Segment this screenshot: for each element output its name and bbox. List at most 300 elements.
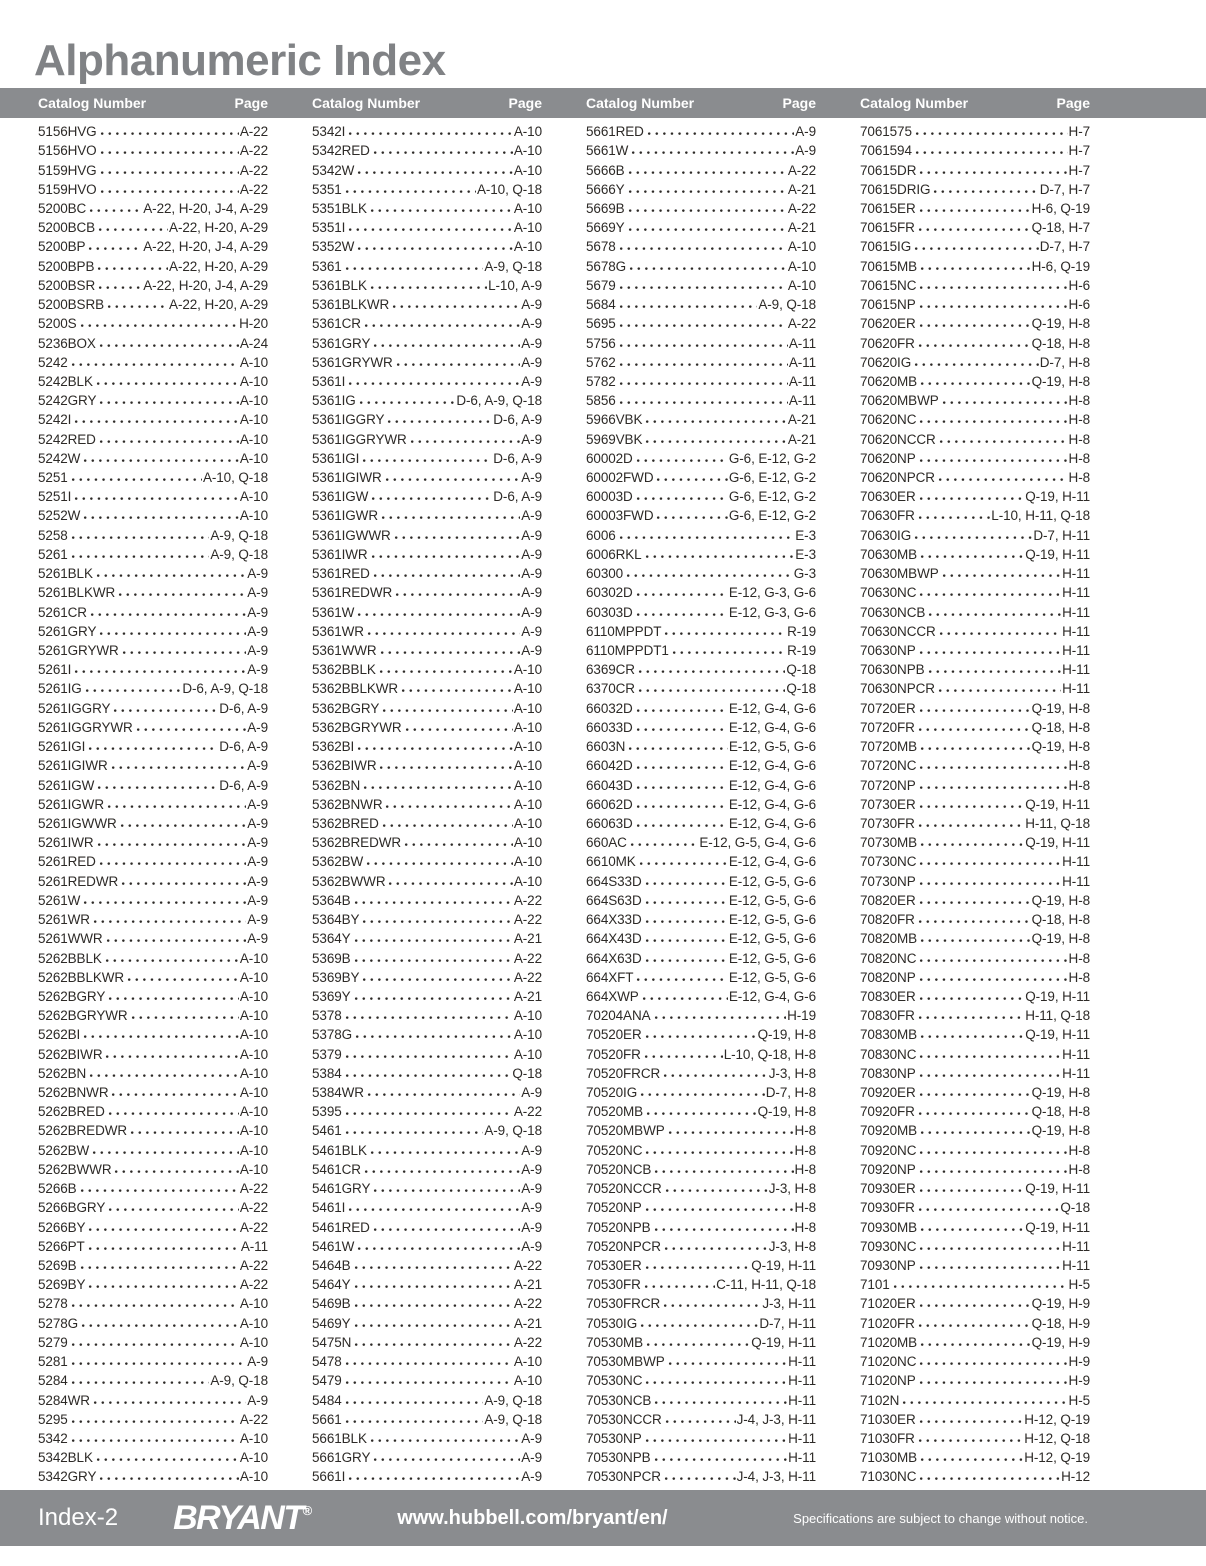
catalog-number: 5661GRY	[312, 1450, 371, 1466]
catalog-number: 70520IG	[586, 1085, 638, 1101]
dot-leader	[918, 1432, 1023, 1445]
index-row	[38, 833, 268, 852]
dot-leader	[118, 586, 246, 599]
catalog-number: 70820NC	[860, 950, 917, 966]
dot-leader	[130, 1124, 239, 1137]
index-row	[860, 679, 1090, 698]
catalog-number: 70730FR	[860, 815, 915, 831]
index-row	[586, 237, 816, 256]
page-refs: A-9	[247, 912, 268, 928]
catalog-number: 71030FR	[860, 1430, 915, 1446]
page-refs: A-10	[513, 662, 542, 678]
index-row	[312, 122, 542, 141]
page-refs: A-10	[239, 988, 268, 1004]
page-refs: G-6, E-12, G-2	[728, 489, 816, 505]
page-refs: Q-19, H-8	[1031, 1123, 1090, 1139]
page-refs: H-11	[1062, 623, 1090, 639]
dot-leader	[920, 375, 1031, 388]
dot-leader	[345, 1355, 513, 1368]
dot-leader	[654, 1394, 787, 1407]
catalog-number: 70620ER	[860, 316, 916, 332]
catalog-number-header: Catalog Number	[586, 95, 695, 111]
page-refs: A-9	[521, 508, 542, 524]
dot-leader	[364, 1163, 520, 1176]
dot-leader	[357, 164, 513, 177]
catalog-number: 70615ER	[860, 200, 916, 216]
dot-leader	[919, 1413, 1024, 1426]
dot-leader	[373, 1221, 520, 1234]
dot-leader	[345, 260, 484, 273]
index-row	[586, 987, 816, 1006]
index-row	[586, 199, 816, 218]
index-row	[312, 199, 542, 218]
index-row	[860, 795, 1090, 814]
index-row	[38, 910, 268, 929]
page-refs: A-9	[247, 566, 268, 582]
dot-leader	[354, 1297, 513, 1310]
dot-leader	[97, 836, 247, 849]
page-refs: D-7, H-7	[1039, 181, 1090, 197]
catalog-number: 5269BY	[38, 1277, 86, 1293]
index-row	[860, 602, 1090, 621]
catalog-number: 5361IGWR	[312, 508, 378, 524]
index-row	[38, 1064, 268, 1083]
index-row	[860, 564, 1090, 583]
catalog-number: 70930NP	[860, 1258, 916, 1274]
index-row	[586, 1160, 816, 1179]
dot-leader	[918, 337, 1031, 350]
index-row	[860, 1371, 1090, 1390]
catalog-number: 5342RED	[312, 143, 370, 159]
catalog-number: 70615NC	[860, 277, 917, 293]
index-row	[312, 872, 542, 891]
index-row	[38, 1045, 268, 1064]
catalog-number: 70530ER	[586, 1258, 642, 1274]
index-row	[312, 1467, 542, 1486]
dot-leader	[919, 1470, 1060, 1483]
index-row	[586, 1121, 816, 1140]
page-refs: H-11	[1062, 1065, 1090, 1081]
catalog-number: 70630NCCR	[860, 623, 936, 639]
page-refs: L-10, Q-18, H-8	[723, 1046, 816, 1062]
catalog-number: 5378	[312, 1008, 342, 1024]
page-refs: A-22	[239, 143, 268, 159]
index-row	[860, 622, 1090, 641]
page-refs: R-19	[787, 623, 816, 639]
index-row	[312, 1198, 542, 1217]
page-refs: A-10	[513, 700, 542, 716]
dot-leader	[919, 702, 1031, 715]
index-row	[312, 775, 542, 794]
page-refs: Q-18, H-8	[1031, 719, 1090, 735]
dot-leader	[919, 1086, 1031, 1099]
catalog-number: 5159HVG	[38, 162, 97, 178]
dot-leader	[619, 375, 788, 388]
index-row	[860, 929, 1090, 948]
page-refs: A-10	[239, 1008, 268, 1024]
catalog-number: 60002FWD	[586, 470, 654, 486]
page-refs: H-19	[787, 1008, 816, 1024]
page-refs: A-10	[239, 1469, 268, 1485]
catalog-number: 6006	[586, 527, 616, 543]
catalog-number: 70530MBWP	[586, 1354, 665, 1370]
footer-url: www.hubbell.com/bryant/en/	[397, 1506, 668, 1529]
dot-leader	[920, 1028, 1024, 1041]
catalog-number: 5461CR	[312, 1161, 361, 1177]
dot-leader	[111, 759, 247, 772]
index-row	[586, 948, 816, 967]
catalog-number: 660AC	[586, 835, 627, 851]
page-refs: H-8	[1068, 470, 1090, 486]
catalog-number: 5661	[312, 1411, 342, 1427]
catalog-number: 5361I	[312, 373, 346, 389]
catalog-number: 5351BLK	[312, 200, 367, 216]
page-refs: A-9	[247, 719, 268, 735]
catalog-number: 70820MB	[860, 931, 918, 947]
page-refs: A-10	[513, 796, 542, 812]
index-row	[312, 160, 542, 179]
index-row	[312, 1083, 542, 1102]
page-refs: A-21	[513, 931, 542, 947]
page-refs: A-9	[247, 796, 268, 812]
page-refs: A-10	[239, 1104, 268, 1120]
dot-leader	[664, 1470, 736, 1483]
catalog-number: 5475N	[312, 1334, 352, 1350]
catalog-number: 70720NC	[860, 758, 917, 774]
index-row	[586, 295, 816, 314]
catalog-number: 5261IGI	[38, 739, 86, 755]
catalog-number: 5362BN	[312, 777, 361, 793]
page-refs: Q-19, H-11	[751, 1258, 816, 1274]
page-refs: A-10	[513, 739, 542, 755]
catalog-number: 70530NP	[586, 1430, 642, 1446]
catalog-number: 70930ER	[860, 1181, 916, 1197]
catalog-number: 5856	[586, 393, 616, 409]
dot-leader	[645, 932, 728, 945]
catalog-number: 5242	[38, 354, 68, 370]
page-refs: A-9	[521, 431, 542, 447]
page-refs: A-10	[513, 1008, 542, 1024]
dot-leader	[919, 1297, 1031, 1310]
dot-leader	[108, 1105, 239, 1118]
index-row	[860, 1179, 1090, 1198]
index-row	[312, 1429, 542, 1448]
catalog-number: 7061575	[860, 124, 912, 140]
index-row	[38, 1006, 268, 1025]
index-column-2	[312, 122, 542, 1488]
dot-leader	[919, 452, 1068, 465]
catalog-number: 70620FR	[860, 335, 915, 351]
dot-leader	[373, 567, 520, 580]
catalog-number: 5361GRY	[312, 335, 371, 351]
index-row	[860, 430, 1090, 449]
index-row	[586, 1314, 816, 1333]
page-refs: H-12, Q-18	[1024, 1430, 1090, 1446]
dot-leader	[919, 1144, 1067, 1157]
catalog-number: 5342BLK	[38, 1450, 93, 1466]
dot-leader	[106, 932, 247, 945]
dot-leader	[636, 606, 728, 619]
index-row	[38, 468, 268, 487]
dot-leader	[918, 913, 1031, 926]
index-row	[312, 641, 542, 660]
dot-leader	[83, 509, 239, 522]
index-row	[312, 257, 542, 276]
index-row	[312, 314, 542, 333]
catalog-number: 70920ER	[860, 1085, 916, 1101]
page-refs: A-21	[513, 1277, 542, 1293]
dot-leader	[628, 740, 728, 753]
page-refs: Q-18, H-7	[1031, 220, 1090, 236]
catalog-number: 70630NCB	[860, 604, 926, 620]
index-row	[312, 430, 542, 449]
page-refs: H-8	[794, 1219, 816, 1235]
page-refs: Q-18	[512, 1065, 542, 1081]
index-row	[38, 180, 268, 199]
dot-leader	[919, 164, 1067, 177]
index-row	[586, 1448, 816, 1467]
page-refs: A-9	[521, 373, 542, 389]
catalog-number: 5469B	[312, 1296, 351, 1312]
page-refs: E-12, G-3, G-6	[728, 604, 816, 620]
dot-leader	[396, 356, 521, 369]
page-refs: Q-19, H-11	[1025, 546, 1090, 562]
index-row	[860, 891, 1090, 910]
page-refs: Q-19, H-8	[757, 1104, 816, 1120]
index-row	[860, 1275, 1090, 1294]
footer-page-number: Index-2	[38, 1504, 119, 1531]
index-row	[860, 987, 1090, 1006]
catalog-number: 5361RED	[312, 566, 370, 582]
page-refs: A-22	[239, 1219, 268, 1235]
page-refs: A-10	[239, 1334, 268, 1350]
catalog-number: 70630IG	[860, 527, 912, 543]
index-row	[312, 1179, 542, 1198]
page-refs: D-6, A-9	[493, 450, 542, 466]
page-refs: A-10	[513, 777, 542, 793]
page-refs: H-8	[1068, 777, 1090, 793]
dot-leader	[379, 663, 513, 676]
index-row	[860, 1429, 1090, 1448]
dot-leader	[100, 144, 239, 157]
index-row	[586, 1006, 816, 1025]
dot-leader	[919, 490, 1025, 503]
page-refs: E-12, G-4, G-6	[728, 719, 816, 735]
index-row	[38, 775, 268, 794]
dot-leader	[83, 894, 246, 907]
catalog-number: 70520NPB	[586, 1219, 651, 1235]
index-row	[860, 1294, 1090, 1313]
dot-leader	[354, 1259, 513, 1272]
catalog-number: 70615NP	[860, 297, 916, 313]
index-row	[586, 218, 816, 237]
index-row	[860, 199, 1090, 218]
index-row	[586, 449, 816, 468]
dot-leader	[89, 202, 142, 215]
index-row	[586, 506, 816, 525]
dot-leader	[410, 433, 521, 446]
catalog-number: 70830ER	[860, 988, 916, 1004]
index-row	[586, 353, 816, 372]
page-refs: A-10	[513, 854, 542, 870]
dot-leader	[380, 644, 521, 657]
index-row	[38, 237, 268, 256]
dot-leader	[100, 183, 239, 196]
dot-leader	[919, 317, 1031, 330]
catalog-number: 5362BGRYWR	[312, 719, 402, 735]
page-refs: A-22, H-20, A-29	[169, 220, 268, 236]
catalog-number: 6369CR	[586, 662, 635, 678]
page-refs: E-12, G-3, G-6	[728, 585, 816, 601]
dot-leader	[100, 164, 239, 177]
catalog-number: 5261CR	[38, 604, 87, 620]
page-refs: H-8	[1068, 1161, 1090, 1177]
dot-leader	[636, 759, 728, 772]
index-row	[312, 1121, 542, 1140]
catalog-number: 5361IWR	[312, 546, 368, 562]
table-header-col-4	[860, 95, 1090, 111]
index-row	[38, 699, 268, 718]
page-refs: A-9	[247, 585, 268, 601]
index-row	[312, 1314, 542, 1333]
catalog-number: 70520MBWP	[586, 1123, 665, 1139]
catalog-number: 5361IGIWR	[312, 470, 382, 486]
index-row	[312, 891, 542, 910]
dot-leader	[919, 894, 1031, 907]
dot-leader	[354, 894, 513, 907]
page-refs: A-10	[513, 162, 542, 178]
dot-leader	[920, 836, 1024, 849]
catalog-number: 5261IG	[38, 681, 82, 697]
index-row	[312, 218, 542, 237]
page-refs: E-12, G-4, G-6	[728, 700, 816, 716]
catalog-number: 664X63D	[586, 950, 642, 966]
page-refs: H-11	[1062, 681, 1090, 697]
index-row	[860, 276, 1090, 295]
dot-leader	[113, 702, 218, 715]
page-refs: A-9	[795, 124, 816, 140]
page-refs: A-10	[239, 969, 268, 985]
page-refs: A-11	[788, 335, 816, 351]
index-row	[586, 333, 816, 352]
index-row	[312, 1141, 542, 1160]
dot-leader	[96, 567, 246, 580]
catalog-number: 66032D	[586, 700, 633, 716]
index-row	[38, 756, 268, 775]
dot-leader	[619, 298, 758, 311]
dot-leader	[647, 125, 794, 138]
page-refs: H-12	[1061, 1469, 1090, 1485]
index-row	[312, 660, 542, 679]
dot-leader	[388, 875, 512, 888]
index-row	[586, 372, 816, 391]
dot-leader	[74, 663, 246, 676]
page-refs: A-9	[521, 1219, 542, 1235]
dot-leader	[88, 1278, 238, 1291]
index-row	[586, 814, 816, 833]
page-refs: D-7, H-11	[1033, 527, 1090, 543]
page-refs: A-22	[513, 950, 542, 966]
page-refs: A-22	[239, 162, 268, 178]
page-refs: A-24	[239, 335, 268, 351]
page-refs: Q-19, H-11	[751, 1334, 816, 1350]
catalog-number: 70530NCB	[586, 1392, 652, 1408]
catalog-number: 70630NPB	[860, 662, 925, 678]
index-row	[38, 391, 268, 410]
catalog-number: 5361IGW	[312, 489, 369, 505]
catalog-number: 5242RED	[38, 431, 96, 447]
index-row	[860, 1467, 1090, 1486]
dot-leader	[71, 548, 210, 561]
catalog-number: 60003FWD	[586, 508, 654, 524]
catalog-number: 5362BBLK	[312, 662, 376, 678]
page-refs: E-12, G-5, G-6	[728, 931, 816, 947]
dot-leader	[357, 740, 513, 753]
index-row	[312, 737, 542, 756]
catalog-number: 5351I	[312, 220, 346, 236]
dot-leader	[111, 1086, 238, 1099]
catalog-number: 5361GRYWR	[312, 354, 393, 370]
catalog-number: 5156HVO	[38, 143, 97, 159]
dot-leader	[645, 952, 728, 965]
catalog-number: 5362BNWR	[312, 796, 383, 812]
index-row	[312, 814, 542, 833]
index-row	[860, 487, 1090, 506]
page-refs: A-21	[787, 412, 816, 428]
page-refs: H-9	[1068, 1373, 1090, 1389]
index-row	[312, 468, 542, 487]
dot-leader	[933, 183, 1038, 196]
page-refs: H-11	[788, 1430, 816, 1446]
dot-leader	[638, 663, 785, 676]
page-refs: H-8	[794, 1200, 816, 1216]
catalog-number: 664S33D	[586, 873, 642, 889]
catalog-number: 5666B	[586, 162, 625, 178]
catalog-number: 5361WR	[312, 623, 364, 639]
page-refs: A-9, Q-18	[210, 546, 268, 562]
catalog-number: 5261WWR	[38, 931, 103, 947]
page-refs: J-3, H-11	[762, 1296, 816, 1312]
index-row	[38, 737, 268, 756]
catalog-number: 5361REDWR	[312, 585, 393, 601]
dot-leader	[645, 1028, 757, 1041]
dot-leader	[382, 702, 513, 715]
catalog-number: 5362BW	[312, 854, 364, 870]
page-refs: H-7	[1068, 143, 1090, 159]
catalog-number: 5384WR	[312, 1085, 364, 1101]
dot-leader	[373, 1182, 520, 1195]
index-row	[312, 449, 542, 468]
page-refs: Q-19, H-8	[1031, 1085, 1090, 1101]
catalog-number: 5261RED	[38, 854, 96, 870]
dot-leader	[644, 1048, 723, 1061]
catalog-number: 5262BIWR	[38, 1046, 103, 1062]
dot-leader	[919, 855, 1061, 868]
page-refs: A-9	[521, 316, 542, 332]
page-refs: Q-18, H-9	[1031, 1315, 1090, 1331]
dot-leader	[636, 702, 728, 715]
catalog-number: 70615FR	[860, 220, 915, 236]
dot-leader	[345, 183, 476, 196]
catalog-number: 5156HVG	[38, 124, 97, 140]
page-refs: J-4, J-3, H-11	[736, 1469, 816, 1485]
page-refs: A-9, Q-18	[484, 258, 542, 274]
page-refs: A-9	[521, 1430, 542, 1446]
page-refs: E-3	[795, 546, 816, 562]
catalog-number-header: Catalog Number	[860, 95, 969, 111]
page-refs: H-6, Q-19	[1031, 258, 1090, 274]
page-refs: H-11	[1062, 854, 1090, 870]
